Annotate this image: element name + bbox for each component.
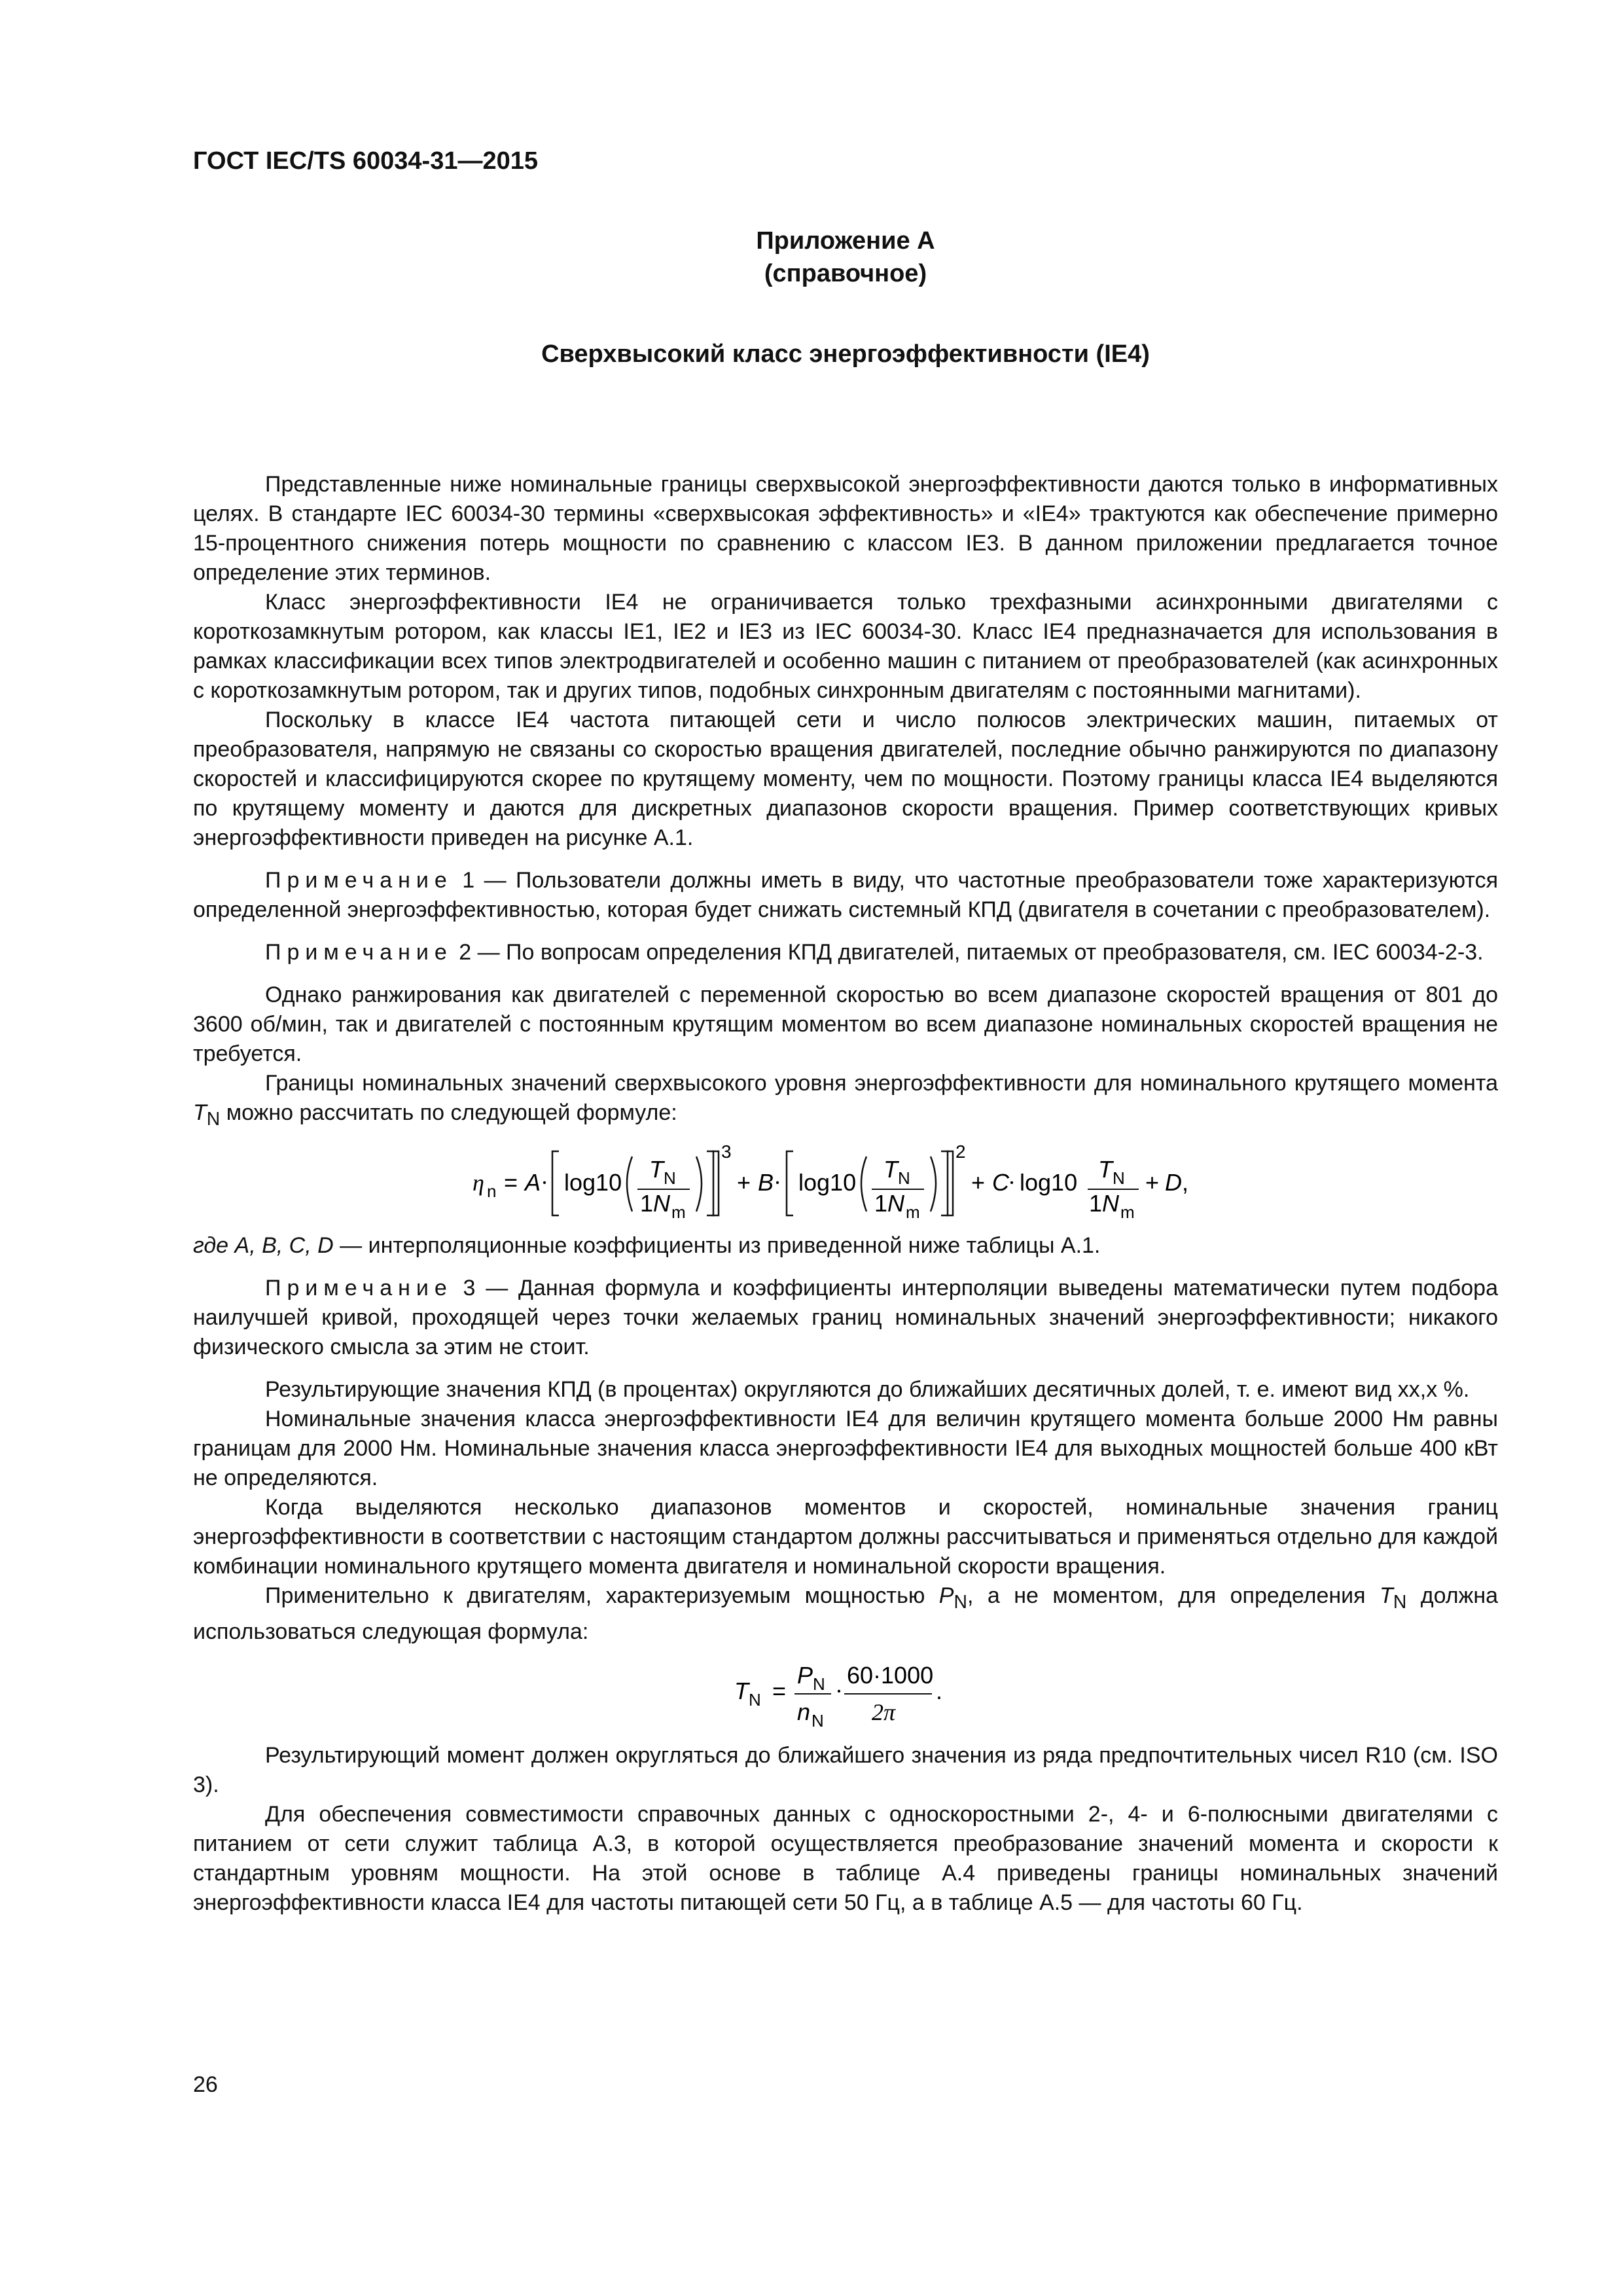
section-title: Сверхвысокий класс энергоэффективности (IE4) — [541, 340, 1150, 368]
svg-text:P: P — [797, 1661, 813, 1689]
svg-text:n: n — [797, 1698, 811, 1725]
paragraph: Результирующие значения КПД (в процентах) округляются до ближайших десятичных долей, т. е. имеют вид xx,x %. — [265, 1376, 1470, 1402]
svg-text:+: + — [1145, 1168, 1160, 1196]
svg-text:+: + — [737, 1168, 751, 1196]
note-text: 1 — Пользователи должны иметь в виду, что частотные преобразователи тоже характеризуются определенной энергоэффективностью, которая будет снижать системный КПД (двигателя в сочетании с преобразователем). — [193, 868, 1498, 922]
svg-text:N: N — [813, 1674, 825, 1694]
svg-text:T: T — [883, 1155, 898, 1183]
svg-text:·: · — [774, 1169, 781, 1196]
svg-text:1: 1 — [1089, 1189, 1103, 1217]
svg-text:A: A — [525, 1168, 541, 1196]
svg-text:m: m — [1120, 1202, 1135, 1222]
svg-text:m: m — [671, 1202, 686, 1222]
svg-text:·: · — [835, 1677, 843, 1704]
svg-text:log10: log10 — [564, 1168, 622, 1196]
svg-text:N: N — [1102, 1189, 1119, 1217]
body-text — [193, 470, 1498, 1918]
svg-text:.: . — [936, 1677, 943, 1704]
efficiency-formula — [193, 1143, 1498, 1222]
note-text: 2 — По вопросам определения КПД двигателей, питаемых от преобразователя, см. IEC 60034-2-3. — [452, 940, 1484, 965]
paragraph: Однако ранжирования как двигателей с переменной скоростью во всем диапазоне скоростей вращения от 801 до 3600 об/мин, так и двигателей с постоянным крутящим моментом во всем диапазоне номинальных скоростей вращения не требуется. — [193, 982, 1498, 1066]
svg-text:n: n — [487, 1181, 497, 1201]
document-header: ГОСТ IEC/TS 60034-31—2015 — [193, 147, 539, 175]
paragraph: Поскольку в классе IE4 частота питающей сети и число полюсов электрических машин, питаемых от преобразователя, напрямую не связаны со скоростью вращения двигателей, последние обычно ранжируются по диапазону скоростей и классифицируются скорее по крутящему моменту, чем по мощности. Поэтому границы класса IE4 выделяются по крутящему моменту и даются для дискретных диапазонов скорости вращения. Пример соответствующих кривых энергоэффективности приведен на рисунке А.1. — [193, 708, 1498, 850]
appendix-type: (справочное) — [764, 260, 927, 287]
note-label: Примечание — [265, 940, 453, 965]
svg-text:N: N — [812, 1710, 824, 1728]
svg-text:T: T — [649, 1155, 664, 1183]
svg-text:2π: 2π — [872, 1698, 896, 1725]
svg-text:3: 3 — [721, 1143, 732, 1162]
paragraph: Границы номинальных значений сверхвысокого уровня энергоэффективности для номинального крутящего момента $T_N$ можно рассчитать по следующей формуле: — [193, 1071, 1498, 1130]
svg-text:log10: log10 — [798, 1168, 857, 1196]
paragraph: Когда выделяются несколько диапазонов моментов и скоростей, номинальные значения границ энергоэффективности в соответствии с настоящим стандартом должны рассчитываться и применяться отдельно для каждой комбинации номинального крутящего момента двигателя и номинальной скорости вращения. — [193, 1494, 1498, 1579]
note-1 — [193, 866, 1498, 925]
paragraph: Класс энергоэффективности IE4 не ограничивается только трехфазными асинхронными двигателями с короткозамкнутым ротором, как классы IE1, IE2 и IE3 из IEC 60034-30. Класс IE4 предназначается для использования в рамках классификации всех типов электродвигателей и особенно машин с питанием от преобразователей (как асинхронных с короткозамкнутым ротором, так и других типов, подобных синхронным двигателям с постоянными магнитами). — [193, 590, 1498, 703]
paragraph: Представленные ниже номинальные границы сверхвысокой энергоэффективности даются только в информативных целях. В стандарте IEC 60034-30 термины «сверхвысокая эффективность» и «IE4» трактуются как обеспечение примерно 15-процентного снижения потерь мощности по сравнению с классом IE3. В данном приложении предлагается точное определение этих терминов. — [193, 472, 1498, 585]
svg-text:log10: log10 — [1020, 1168, 1078, 1196]
paragraph: Для обеспечения совместимости справочных данных с односкоростными 2-, 4- и 6-полюсными двигателями с питанием от сети служит таблица А.3, в которой осуществляется преобразование значений момента и скорости к стандартным уровням мощности. На этой основе в таблице А.4 приведены границы номинальных значений энергоэффективности класса IE4 для частоты питающей сети 50 Гц, а в таблице А.5 — для частоты 60 Гц. — [193, 1801, 1498, 1915]
svg-text:60·1000: 60·1000 — [847, 1661, 934, 1689]
svg-text:N: N — [653, 1189, 670, 1217]
svg-text:N: N — [664, 1168, 676, 1188]
note-3 — [193, 1274, 1498, 1362]
svg-text:=: = — [504, 1168, 518, 1196]
paragraph: Номинальные значения класса энергоэффективности IE4 для величин крутящего момента больше 2000 Нм равны границам для 2000 Нм. Номинальные значения класса энергоэффективности IE4 для выходных мощностей больше 400 кВт не определяются. — [193, 1406, 1498, 1490]
svg-text:C: C — [992, 1168, 1009, 1196]
svg-text:N: N — [898, 1168, 910, 1188]
torque-formula — [193, 1656, 1498, 1728]
paragraph: Результирующий момент должен округляться до ближайшего значения из ряда предпочтительных чисел R10 (см. ISO 3). — [193, 1742, 1498, 1797]
svg-text:η: η — [473, 1169, 484, 1196]
svg-text:,: , — [1182, 1168, 1189, 1196]
svg-text:D: D — [1165, 1168, 1182, 1196]
svg-text:T: T — [1098, 1155, 1113, 1183]
svg-text:=: = — [772, 1677, 787, 1704]
page-number: 26 — [193, 2072, 218, 2097]
note-label: Примечание — [265, 868, 453, 893]
svg-text:B: B — [758, 1168, 774, 1196]
svg-text:N: N — [749, 1689, 761, 1710]
appendix-heading — [193, 224, 1498, 290]
svg-text:N: N — [1113, 1168, 1125, 1188]
note-label: Примечание — [265, 1275, 453, 1300]
svg-text:+: + — [971, 1168, 986, 1196]
svg-text:N: N — [887, 1189, 904, 1217]
paragraph: Применительно к двигателям, характеризуемым мощностью $P_N$, а не моментом, для определения $T_N$ должна использоваться следующая формула: — [193, 1583, 1499, 1644]
svg-text:·: · — [1008, 1169, 1016, 1196]
appendix-label: Приложение А — [756, 227, 935, 255]
note-text: 3 — Данная формула и коэффициенты интерполяции выведены математически путем подбора наилучшей кривой, проходящей через точки желаемых границ номинальных значений энергоэффективности; никакого физического смысла за этим не стоит. — [193, 1275, 1498, 1359]
svg-text:T: T — [734, 1677, 749, 1704]
svg-text:·: · — [541, 1169, 548, 1196]
formula-legend: где A, B, C, D — интерполяционные коэффициенты из приведенной ниже таблицы А.1. — [193, 1232, 1101, 1258]
svg-text:2: 2 — [955, 1143, 966, 1162]
svg-text:1: 1 — [874, 1189, 888, 1217]
note-2 — [193, 938, 1498, 967]
svg-text:1: 1 — [640, 1189, 654, 1217]
svg-text:m: m — [906, 1202, 920, 1222]
